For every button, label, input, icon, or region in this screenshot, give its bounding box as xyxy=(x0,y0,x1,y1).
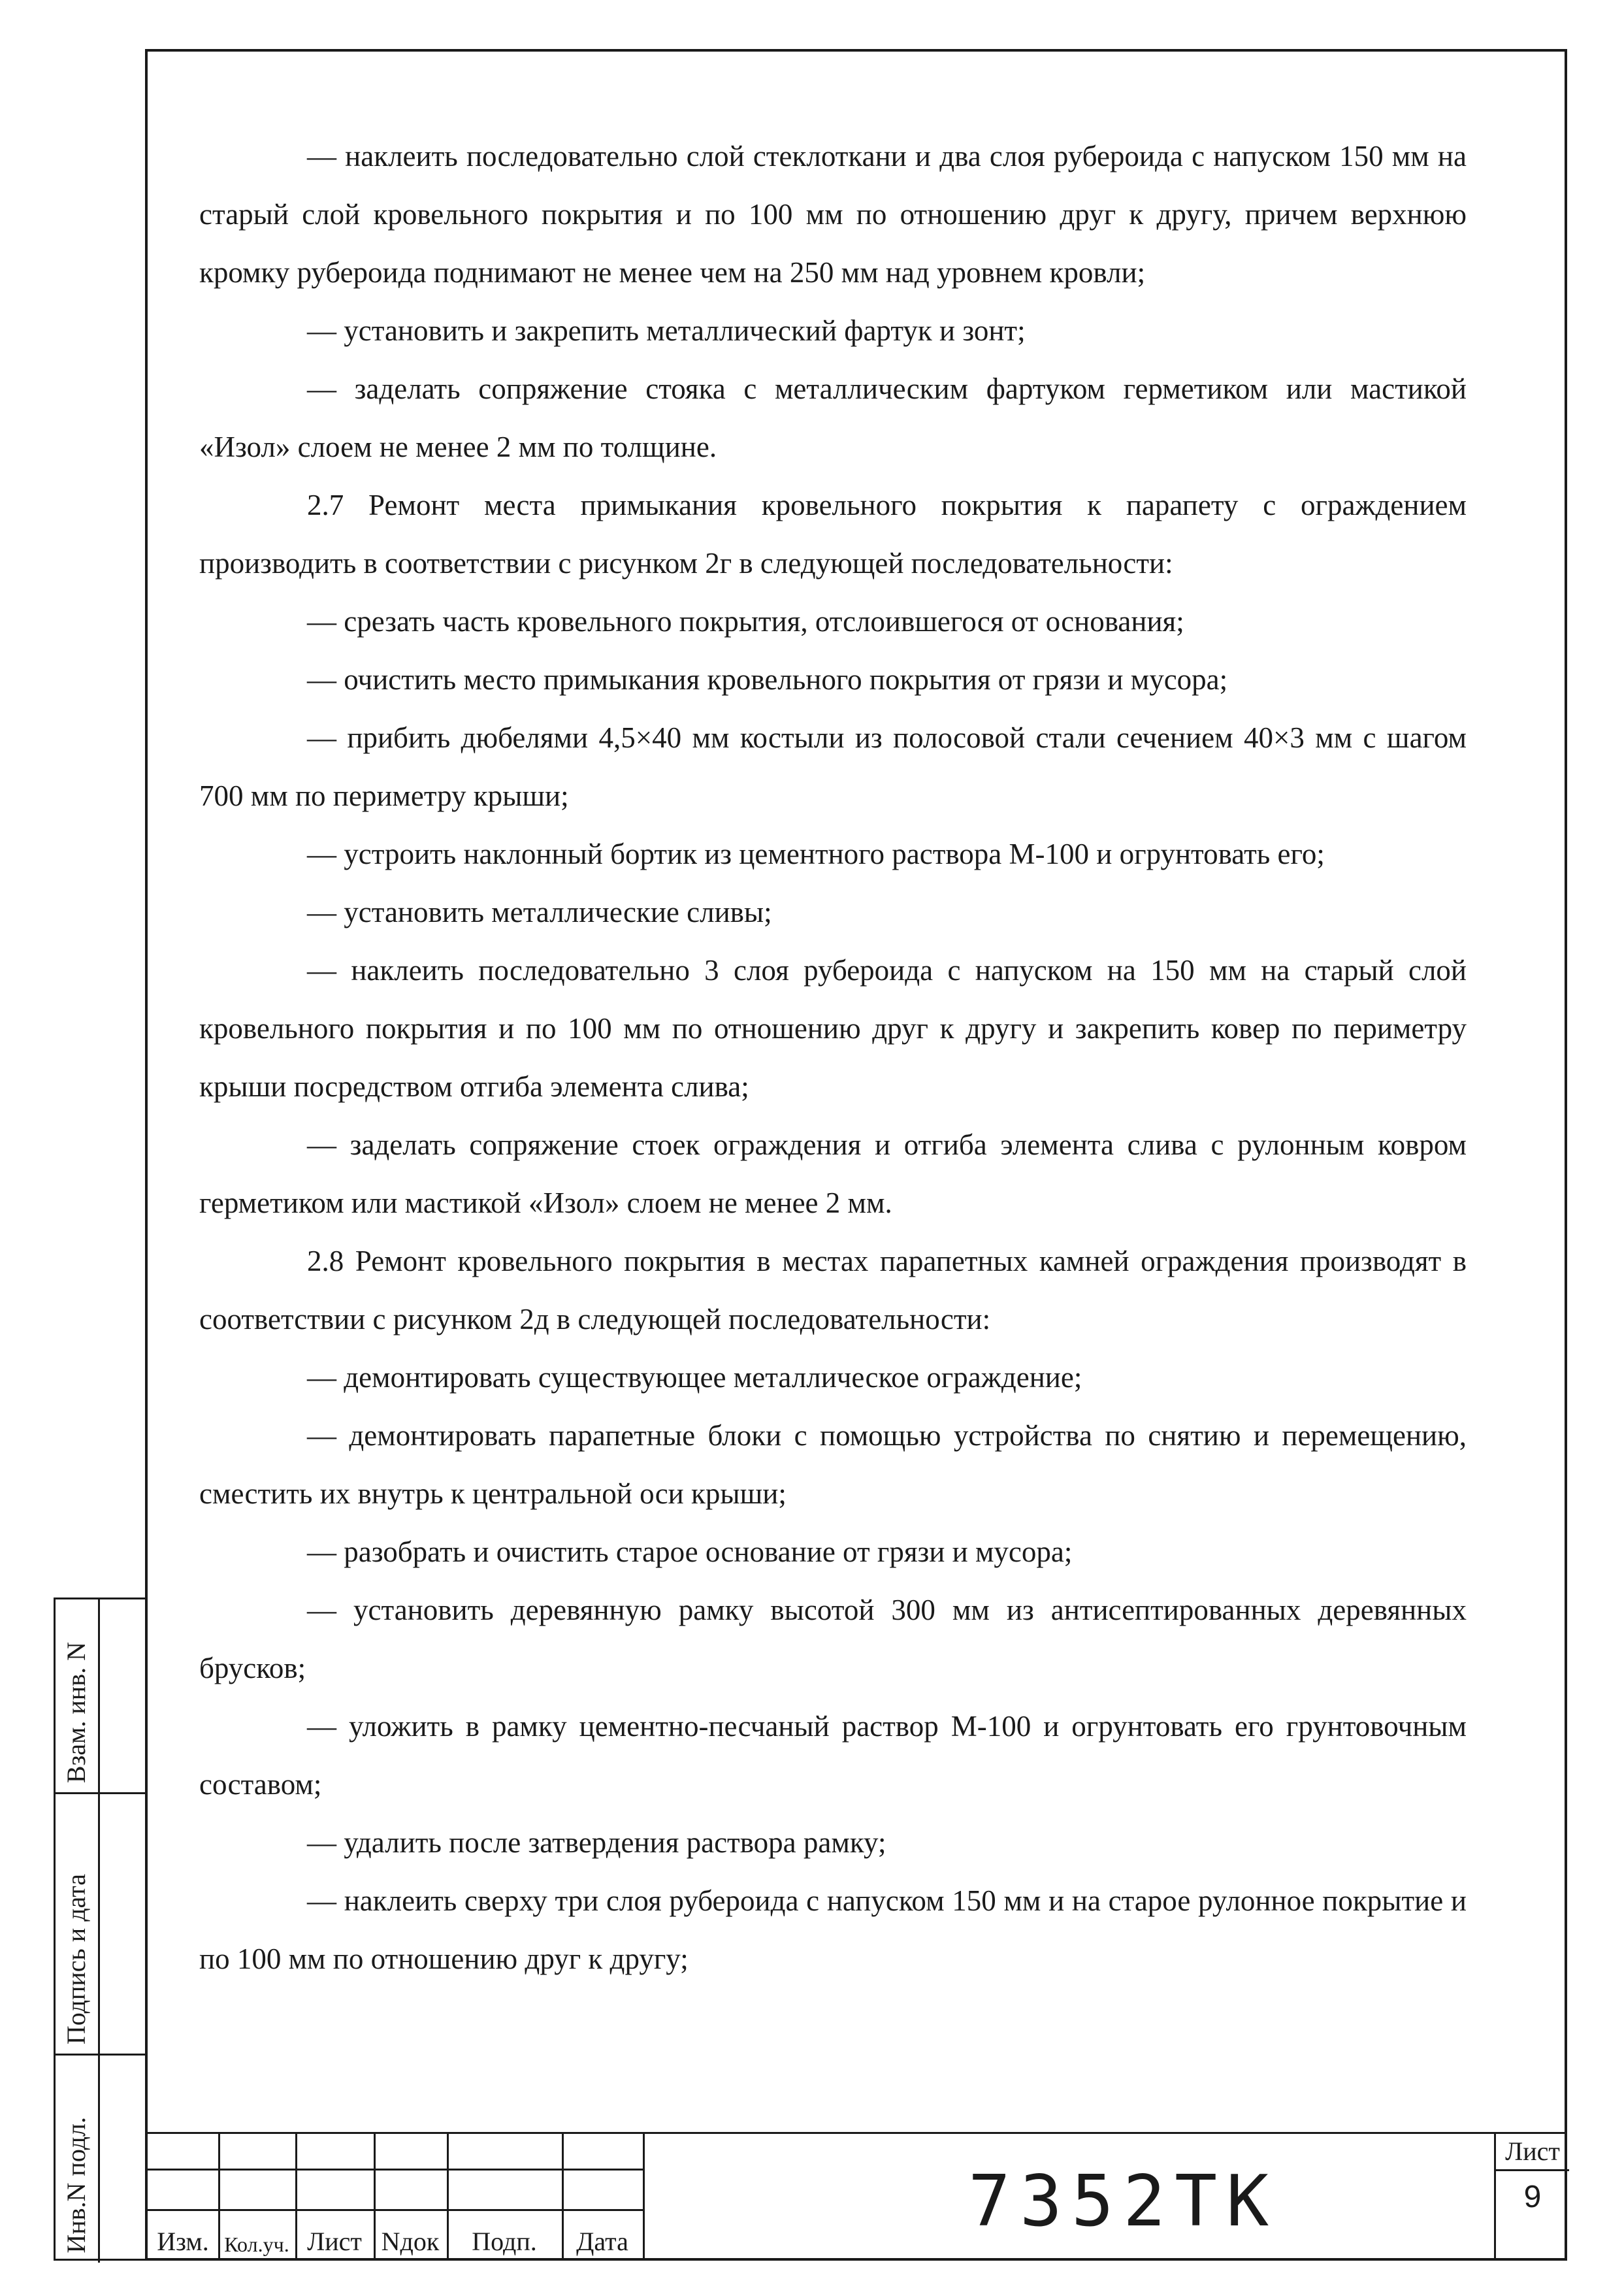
paragraph: — наклеить последовательно слой стеклоткани и два слоя рубероида с напуском 150 мм на старый слой кровельного покрытия и по 100 мм по отношению друг к другу, причем верхнюю кромку рубероида поднимают не менее чем на 250 мм над уровнем кровли; xyxy=(199,140,1467,289)
paragraph: — демонтировать существующее металлическое ограждение; xyxy=(307,1361,1082,1394)
revision-grid xyxy=(145,2132,645,2261)
paragraph: — прибить дюбелями 4,5×40 мм костыли из полосовой стали сечением 40×3 мм с шагом 700 мм по периметру крыши; xyxy=(199,721,1467,812)
title-block xyxy=(145,2132,1567,2261)
header-data: Дата xyxy=(576,2227,628,2256)
side-stamp-signature xyxy=(56,1794,147,2056)
header-podp: Подп. xyxy=(472,2227,537,2256)
paragraph: — срезать часть кровельного покрытия, отслоившегося от основания; xyxy=(307,605,1184,638)
side-stamp-interchange xyxy=(56,1599,147,1794)
paragraph: — демонтировать парапетные блоки с помощью устройства по снятию и перемещению, сместить их внутрь к центральной оси крыши; xyxy=(199,1419,1467,1510)
side-stamp-signature-label: Подпись и дата xyxy=(61,1873,91,2044)
header-izm: Изм. xyxy=(157,2227,209,2256)
paragraph: — заделать сопряжение стояка с металлическим фартуком герметиком или мастикой «Изол» слоем не менее 2 мм по толщине. xyxy=(199,372,1467,463)
header-kol-uch: Кол.уч. xyxy=(224,2233,289,2256)
side-stamp-original xyxy=(56,2056,147,2263)
sheet-number: 9 xyxy=(1523,2180,1542,2214)
paragraph: — удалить после затвердения раствора рамку; xyxy=(307,1826,886,1859)
paragraph: — устроить наклонный бортик из цементного раствора М-100 и огрунтовать его; xyxy=(307,838,1325,870)
paragraph: — наклеить сверху три слоя рубероида с напуском 150 мм и на старое рулонное покрытие и по 100 мм по отношению друг к другу; xyxy=(199,1884,1467,1975)
paragraph: — очистить место примыкания кровельного покрытия от грязи и мусора; xyxy=(307,663,1228,696)
body-text xyxy=(199,127,1467,1988)
sheet-label: Лист xyxy=(1496,2133,1569,2171)
paragraph: — наклеить последовательно 3 слоя рубероида с напуском на 150 мм на старый слой кровельного покрытия и по 100 мм по отношению друг к другу и закрепить ковер по периметру крыши посредством отгиба элемента слива; xyxy=(199,954,1467,1103)
grid-line xyxy=(643,2132,645,2261)
side-stamp xyxy=(54,1598,145,2261)
paragraph: 2.7 Ремонт места примыкания кровельного покрытия к парапету с ограждением производить в соответствии с рисунком 2г в следующей последовательности: xyxy=(199,489,1467,580)
side-stamp-interchange-label: Взам. инв. N xyxy=(61,1641,91,1783)
header-ndok: Nдок xyxy=(381,2227,440,2256)
paragraph: — установить деревянную рамку высотой 300 мм из антисептированных деревянных брусков; xyxy=(199,1594,1467,1684)
paragraph: — установить и закрепить металлический фартук и зонт; xyxy=(307,314,1026,347)
side-stamp-original-label: Инв.N подл. xyxy=(61,2117,91,2253)
document-code: 7352ТК xyxy=(968,2161,1278,2242)
paragraph: 2.8 Ремонт кровельного покрытия в местах парапетных камней ограждения производят в соответствии с рисунком 2д в следующей последовательности: xyxy=(199,1245,1467,1335)
paragraph: — уложить в рамку цементно-песчаный раствор М-100 и огрунтовать его грунтовочным составом; xyxy=(199,1710,1467,1801)
paragraph: — установить металлические сливы; xyxy=(307,896,772,928)
paragraph: — разобрать и очистить старое основание от грязи и мусора; xyxy=(307,1535,1073,1568)
paragraph: — заделать сопряжение стоек ограждения и отгиба элемента слива с рулонным ковром герметиком или мастикой «Изол» слоем не менее 2 мм. xyxy=(199,1128,1467,1219)
sheet-box xyxy=(1494,2132,1567,2261)
header-list: Лист xyxy=(307,2227,362,2256)
title-block-top-line xyxy=(145,2132,1567,2134)
